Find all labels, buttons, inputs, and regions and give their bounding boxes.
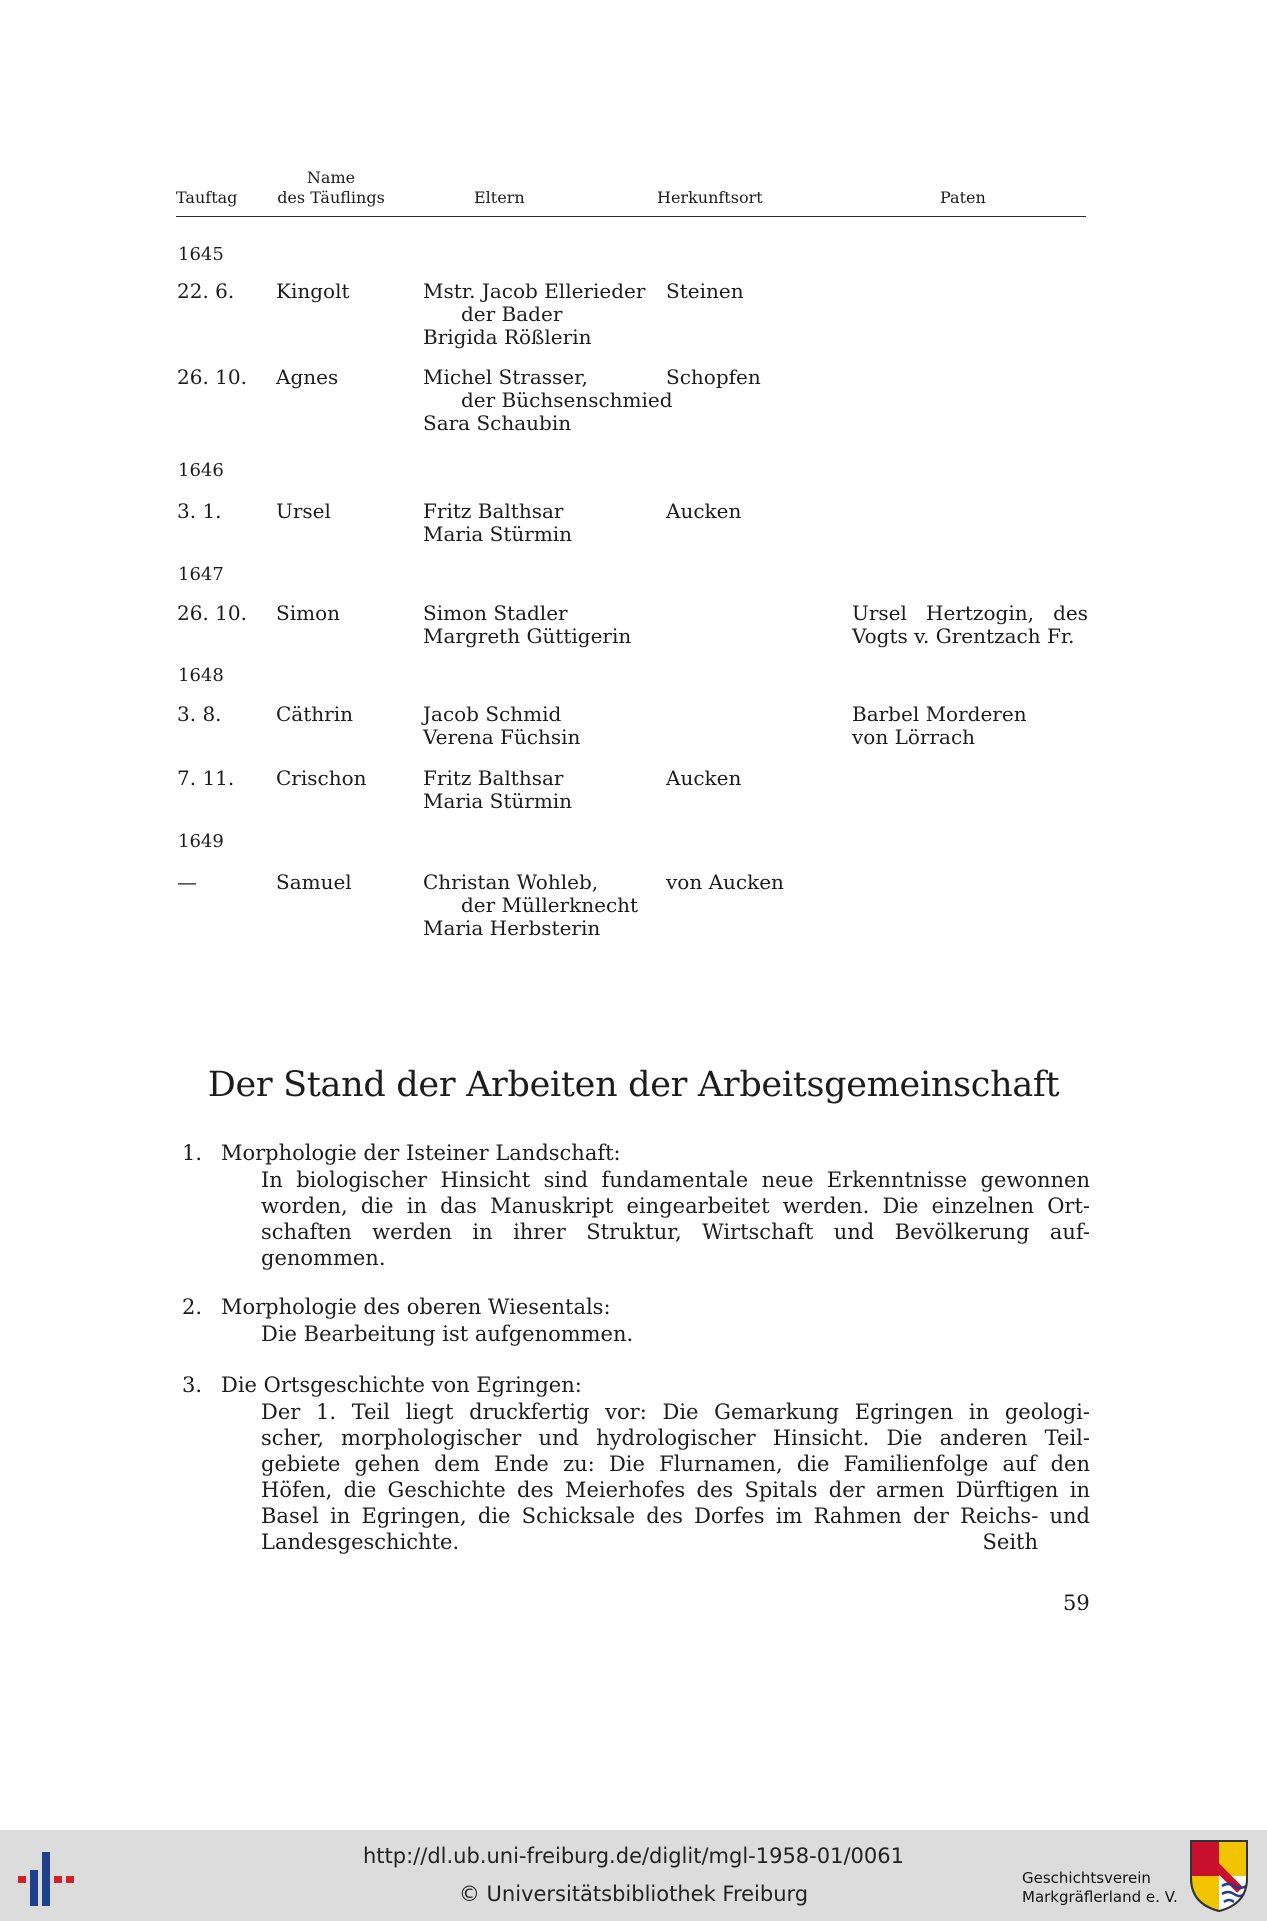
cell-date: 22. 6. [177,279,235,303]
eltern-line: Fritz Balthsar [423,766,564,790]
cell-eltern [423,767,572,813]
item-heading: Die Ortsgeschichte von Egringen: [221,1373,582,1397]
coat-of-arms-icon [1188,1838,1250,1914]
eltern-line: der Bader [461,302,563,326]
eltern-line: Maria Herbsterin [423,916,601,940]
item-number: 1. [182,1141,203,1165]
copyright-text: © Universitätsbibliothek Freiburg [458,1882,809,1906]
year-heading: 1648 [178,665,224,686]
header-paten: Paten [940,188,986,207]
cell-name: Simon [276,601,340,625]
item-body [261,1167,1090,1271]
author-signature: Seith [982,1530,1038,1554]
table-header [0,166,1267,218]
body-line: Basel in Egringen, die Schicksale des Dorfes im Rahmen der Reichs- und [261,1504,1090,1528]
year-heading: 1647 [178,564,224,585]
paten-line: Ursel Hertzogin, des [852,601,1088,625]
cell-date: 3. 1. [177,499,222,523]
last-line-row [261,1529,1090,1555]
paten-line: von Lörrach [852,725,976,749]
cell-date: 26. 10. [177,601,247,625]
eltern-line: Christan Wohleb, [423,870,599,894]
eltern-line: Margreth Güttigerin [423,624,632,648]
body-line: worden, die in das Manuskript eingearbeitet werden. Die einzelnen Ort- [261,1194,1090,1218]
cell-name: Agnes [276,365,339,389]
cell-eltern [423,500,572,546]
cell-herkunft: Schopfen [666,365,761,389]
cell-herkunft: von Aucken [666,870,784,894]
year-heading: 1645 [178,244,224,265]
cell-name: Cäthrin [276,702,353,726]
cell-herkunft: Aucken [666,499,742,523]
paten-line: Barbel Morderen [852,702,1027,726]
body-line: Höfen, die Geschichte des Meierhofes des Spitals der armen Dürftigen in [261,1478,1090,1502]
cell-date: 26. 10. [177,365,247,389]
eltern-line: Verena Füchsin [423,725,581,749]
header-name-line1: Name [306,168,356,187]
header-herkunftsort: Herkunftsort [657,188,763,207]
eltern-line: Maria Stürmin [423,789,573,813]
header-tauftag: Tauftag [176,188,238,207]
header-name [274,168,388,208]
body-line: Der 1. Teil liegt druckfertig vor: Die Gemarkung Egringen in geologi- [261,1400,1090,1424]
cell-eltern [423,602,631,648]
cell-eltern [423,280,645,349]
cell-date: — [177,870,197,894]
year-heading: 1649 [178,831,224,852]
cell-paten [852,703,1088,749]
item-body [261,1321,1090,1347]
body-line: scher, morphologischer und hydrologischer Hinsicht. Die anderen Teil- [261,1426,1090,1450]
year-heading: 1646 [178,460,224,481]
eltern-line: der Büchsenschmied [461,388,673,412]
cell-paten [852,602,1088,648]
cell-eltern [423,366,673,435]
body-line: schaften werden in ihrer Struktur, Wirtschaft und Bevölkerung auf- [261,1220,1090,1244]
cell-name: Samuel [276,870,352,894]
cell-date: 3. 8. [177,702,222,726]
eltern-line: Sara Schaubin [423,411,572,435]
cell-name: Kingolt [276,279,350,303]
eltern-line: Michel Strasser, [423,365,588,389]
cell-herkunft: Steinen [666,279,744,303]
item-number: 3. [182,1373,203,1397]
article-title: Der Stand der Arbeiten der Arbeitsgemeinschaft [207,1065,1060,1105]
item-body [261,1399,1090,1555]
eltern-line: Jacob Schmid [423,702,562,726]
item-number: 2. [182,1295,203,1319]
society-name [1022,1869,1178,1907]
body-line: Landesgeschichte. [261,1530,460,1554]
eltern-line: Brigida Rößlerin [423,325,592,349]
cell-herkunft: Aucken [666,766,742,790]
body-line: gebiete gehen dem Ende zu: Die Flurnamen, die Familienfolge auf den [261,1452,1090,1476]
footer-bar [0,1830,1267,1921]
header-rule [176,216,1086,217]
source-url-link[interactable]: http://dl.ub.uni-freiburg.de/diglit/mgl-1958-01/0061 [362,1844,904,1868]
eltern-line: Simon Stadler [423,601,568,625]
page-number: 59 [1063,1591,1090,1615]
body-line: genommen. [261,1246,386,1270]
body-line: In biologischer Hinsicht sind fundamentale neue Erkenntnisse gewonnen [261,1168,1090,1192]
cell-date: 7. 11. [177,766,235,790]
eltern-line: Mstr. Jacob Ellerieder [423,279,646,303]
header-name-line2: des Täuflings [277,188,385,207]
eltern-line: Fritz Balthsar [423,499,564,523]
cell-name: Crischon [276,766,367,790]
paten-line: Vogts v. Grentzach Fr. [852,624,1075,648]
eltern-line: Maria Stürmin [423,522,573,546]
society-name-line1: Geschichtsverein [1022,1869,1151,1887]
eltern-line: der Müllerknecht [461,893,639,917]
cell-name: Ursel [276,499,331,523]
item-heading: Morphologie des oberen Wiesentals: [221,1295,611,1319]
header-eltern: Eltern [474,188,525,207]
cell-eltern [423,871,638,940]
item-heading: Morphologie der Isteiner Landschaft: [221,1141,621,1165]
body-line: Die Bearbeitung ist aufgenommen. [261,1322,634,1346]
cell-eltern [423,703,580,749]
society-name-line2: Markgräflerland e. V. [1022,1888,1178,1906]
